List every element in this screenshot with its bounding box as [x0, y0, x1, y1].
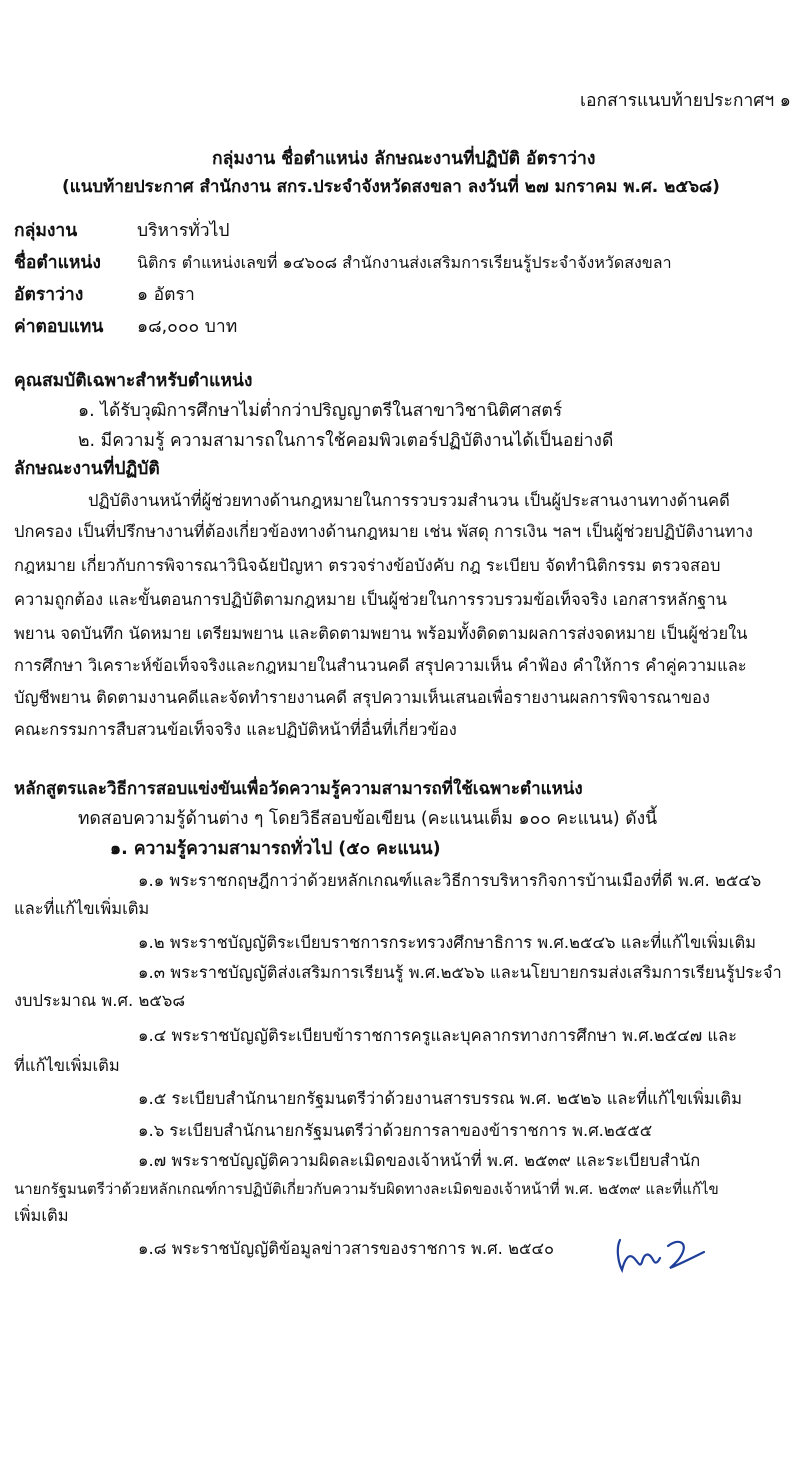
document-subheading: (แนบท้ายประกาศ สำนักงาน สกร.ประจำจังหวัดสงขลา ลงวันที่ ๒๗ มกราคม พ.ศ. ๒๕๖๘)	[62, 177, 720, 197]
group-value: บริหารทั่วไป	[137, 221, 230, 241]
duties-title: ลักษณะงานที่ปฏิบัติ	[14, 459, 160, 479]
vacancy-value: ๑ อัตรา	[137, 285, 195, 305]
duties-line: กฎหมาย เกี่ยวกับการพิจารณาวินิจฉัยปัญหา ตรวจร่างข้อบังคับ กฎ ระเบียบ จัดทำนิติกรรม ตรวจสอบ	[14, 556, 721, 575]
qualification-item: ๒. มีความรู้ ความสามารถในการใช้คอมพิวเตอร์ปฏิบัติงานได้เป็นอย่างดี	[78, 431, 614, 451]
salary-value: ๑๘,๐๐๐ บาท	[137, 317, 238, 337]
exam-item-continuation: งบประมาณ พ.ศ. ๒๕๖๘	[14, 991, 186, 1010]
duties-line: ปกครอง เป็นที่ปรึกษางานที่ต้องเกี่ยวข้องทางด้านกฎหมาย เช่น พัสดุ การเงิน ฯลฯ เป็นผู้ช่วยปฏิบัติงานทาง	[14, 522, 753, 541]
salary-label: ค่าตอบแทน	[14, 317, 104, 337]
exam-section-heading: ๑. ความรู้ความสามารถทั่วไป (๕๐ คะแนน)	[110, 839, 441, 859]
exam-item: ๑.๔ พระราชบัญญัติระเบียบข้าราชการครูและบุคลากรทางการศึกษา พ.ศ.๒๕๔๗ และ	[138, 1026, 738, 1045]
exam-title: หลักสูตรและวิธีการสอบแข่งขันเพื่อวัดความรู้ความสามารถที่ใช้เฉพาะตำแหน่ง	[14, 779, 583, 799]
exam-item: ๑.๑ พระราชกฤษฎีกาว่าด้วยหลักเกณฑ์และวิธีการบริหารกิจการบ้านเมืองที่ดี พ.ศ. ๒๕๔๖	[138, 871, 762, 890]
position-label: ชื่อตำแหน่ง	[14, 253, 101, 273]
exam-item-continuation: ที่แก้ไขเพิ่มเติม	[14, 1056, 120, 1075]
exam-item-continuation: เพิ่มเติม	[14, 1206, 69, 1225]
signature-mark	[612, 1232, 707, 1279]
duties-line: ปฏิบัติงานหน้าที่ผู้ช่วยทางด้านกฎหมายในการรวบรวมสำนวน เป็นผู้ประสานงานทางด้านคดี	[88, 491, 730, 510]
exam-intro: ทดสอบความรู้ด้านต่าง ๆ โดยวิธีสอบข้อเขียน (คะแนนเต็ม ๑๐๐ คะแนน) ดังนี้	[78, 809, 658, 829]
exam-item: ๑.๗ พระราชบัญญัติความผิดละเมิดของเจ้าหน้าที่ พ.ศ. ๒๕๓๙ และระเบียบสำนัก	[138, 1151, 701, 1170]
duties-line: คณะกรรมการสืบสวนข้อเท็จจริง และปฏิบัติหน้าที่อื่นที่เกี่ยวข้อง	[14, 720, 457, 739]
exam-item: ๑.๘ พระราชบัญญัติข้อมูลข่าวสารของราชการ พ.ศ. ๒๕๔๐	[138, 1239, 555, 1258]
exam-item: ๑.๖ ระเบียบสำนักนายกรัฐมนตรีว่าด้วยการลาของข้าราชการ พ.ศ.๒๕๕๕	[138, 1121, 653, 1140]
exam-item: ๑.๓ พระราชบัญญัติส่งเสริมการเรียนรู้ พ.ศ.๒๕๖๖ และนโยบายกรมส่งเสริมการเรียนรู้ประจำ	[138, 963, 782, 982]
document-heading: กลุ่มงาน ชื่อตำแหน่ง ลักษณะงานที่ปฏิบัติ อัตราว่าง	[212, 149, 596, 169]
attachment-label: เอกสารแนบท้ายประกาศฯ ๑	[580, 91, 791, 111]
qualification-item: ๑. ได้รับวุฒิการศึกษาไม่ต่ำกว่าปริญญาตรีในสาขาวิชานิติศาสตร์	[78, 401, 563, 421]
position-value: นิติกร ตำแหน่งเลขที่ ๑๔๖๐๘ สำนักงานส่งเสริมการเรียนรู้ประจำจังหวัดสงขลา	[137, 253, 672, 272]
exam-item-continuation: นายกรัฐมนตรีว่าด้วยหลักเกณฑ์การปฏิบัติเกี่ยวกับความรับผิดทางละเมิดของเจ้าหน้าที่ พ.ศ. ๒๕๓๙ และที่แก้ไข	[14, 1180, 719, 1198]
duties-line: การศึกษา วิเคราะห์ข้อเท็จจริงและกฎหมายในสำนวนคดี สรุปความเห็น คำฟ้อง คำให้การ คำคู่ความและ	[14, 656, 747, 675]
exam-item-continuation: และที่แก้ไขเพิ่มเติม	[14, 899, 150, 918]
vacancy-label: อัตราว่าง	[14, 285, 84, 305]
exam-item: ๑.๒ พระราชบัญญัติระเบียบราชการกระทรวงศึกษาธิการ พ.ศ.๒๕๔๖ และที่แก้ไขเพิ่มเติม	[138, 933, 757, 952]
duties-line: ความถูกต้อง และขั้นตอนการปฏิบัติตามกฎหมาย เป็นผู้ช่วยในการรวบรวมข้อเท็จจริง เอกสารหลักฐาน	[14, 590, 727, 609]
exam-item: ๑.๕ ระเบียบสำนักนายกรัฐมนตรีว่าด้วยงานสารบรรณ พ.ศ. ๒๕๒๖ และที่แก้ไขเพิ่มเติม	[138, 1089, 743, 1108]
duties-line: พยาน จดบันทึก นัดหมาย เตรียมพยาน และติดตามพยาน พร้อมทั้งติดตามผลการส่งจดหมาย เป็นผู้ช่วยใน	[14, 624, 748, 643]
duties-line: บัญชีพยาน ติดตามงานคดีและจัดทำรายงานคดี สรุปความเห็นเสนอเพื่อรายงานผลการพิจารณาของ	[14, 688, 710, 707]
group-label: กลุ่มงาน	[14, 221, 78, 241]
qualifications-title: คุณสมบัติเฉพาะสำหรับตำแหน่ง	[14, 371, 253, 391]
